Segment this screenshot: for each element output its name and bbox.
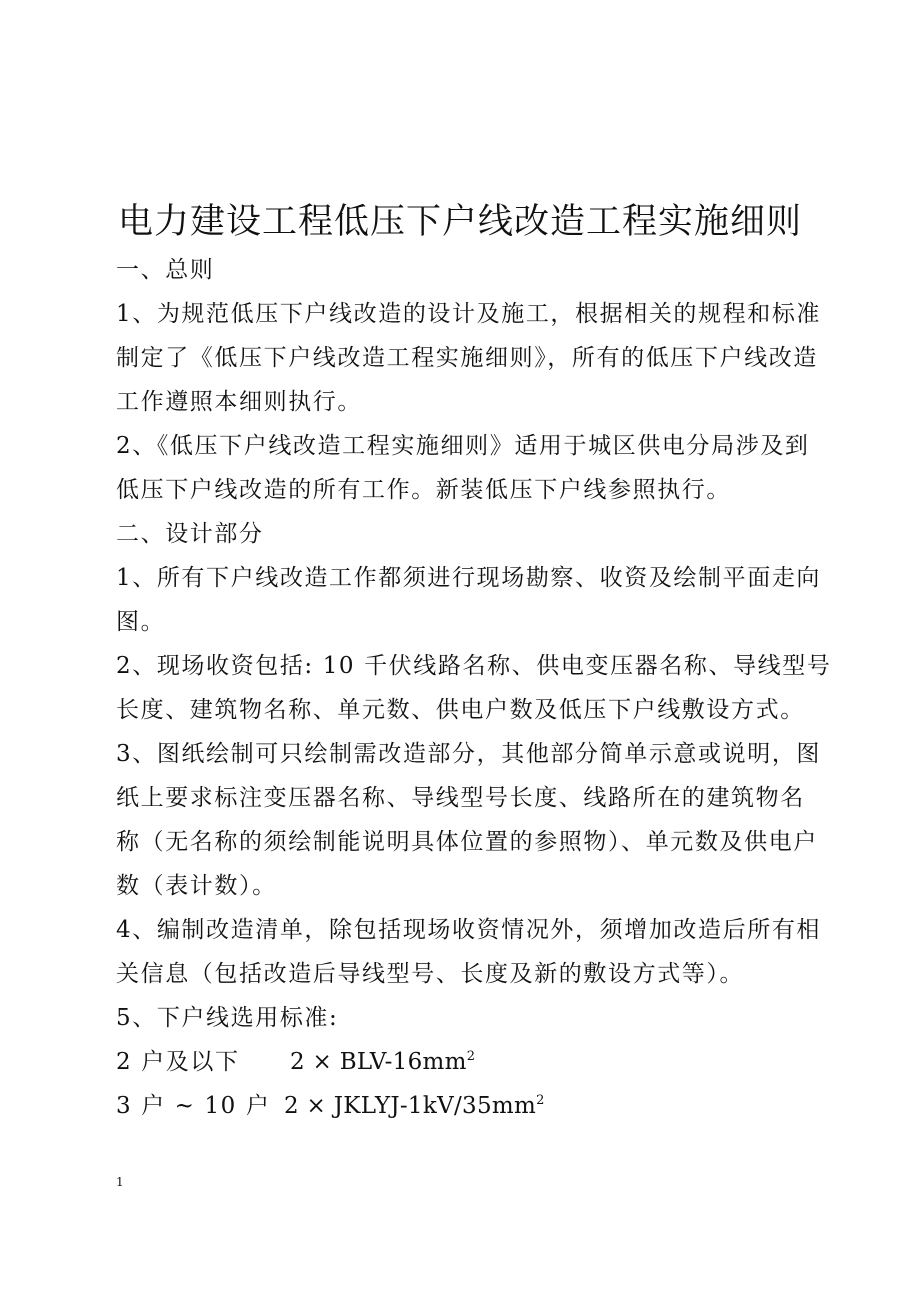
paragraph-line: 低压下户线改造的所有工作。新装低压下户线参照执行。 xyxy=(116,477,731,503)
paragraph-line: 制定了《低压下户线改造工程实施细则》，所有的低压下户线改造 xyxy=(116,345,818,371)
section-heading-general: 一、总则 xyxy=(116,257,215,283)
paragraph-line: 数（表计数）。 xyxy=(116,873,277,899)
paragraph-line: 5、下户线选用标准: xyxy=(116,1005,339,1031)
household-count: 2 户及以下 xyxy=(116,1049,240,1075)
paragraph-line: 1、为规范低压下户线改造的设计及施工，根据相关的规程和标准 xyxy=(116,301,822,327)
cable-spec-superscript: 2 xyxy=(536,1093,545,1108)
cable-spec-superscript: 2 xyxy=(466,1049,476,1064)
page-number: 1 xyxy=(116,1175,124,1189)
cable-standard-row xyxy=(116,1084,816,1128)
cable-spec-text: 2 × JKLYJ-1kV/35mm xyxy=(284,1093,537,1119)
paragraph-line: 2、现场收资包括: 10 千伏线路名称、供电变压器名称、导线型号 xyxy=(116,653,832,679)
section-heading-design: 二、设计部分 xyxy=(116,521,264,547)
paragraph-line: 称（无名称的须绘制能说明具体位置的参照物）、单元数及供电户 xyxy=(116,829,818,855)
household-count: 3 户 ~ 10 户 xyxy=(116,1093,271,1119)
paragraph-line: 关信息（包括改造后导线型号、长度及新的敷设方式等）。 xyxy=(116,961,745,987)
paragraph-line: 纸上要求标注变压器名称、导线型号长度、线路所在的建筑物名 xyxy=(116,785,805,811)
cable-spec xyxy=(290,1040,475,1084)
document-body xyxy=(116,248,832,1128)
cable-spec xyxy=(284,1084,545,1128)
paragraph-line: 1、所有下户线改造工作都须进行现场勘察、收资及绘制平面走向 xyxy=(116,565,822,591)
paragraph-line: 4、编制改造清单，除包括现场收资情况外，须增加改造后所有相 xyxy=(116,917,822,943)
cable-spec-text: 2 × BLV-16mm xyxy=(290,1049,467,1075)
paragraph-line: 2、《低压下户线改造工程实施细则》适用于城区供电分局涉及到 xyxy=(116,433,810,459)
paragraph-line: 图。 xyxy=(116,609,166,635)
cable-standard-row xyxy=(116,1040,816,1084)
document-title: 电力建设工程低压下户线改造工程实施细则 xyxy=(117,202,802,242)
paragraph-line: 3、图纸绘制可只绘制需改造部分，其他部分简单示意或说明，图 xyxy=(116,741,822,767)
paragraph-line: 长度、建筑物名称、单元数、供电户数及低压下户线敷设方式。 xyxy=(116,697,805,723)
paragraph-line: 工作遵照本细则执行。 xyxy=(116,389,362,415)
